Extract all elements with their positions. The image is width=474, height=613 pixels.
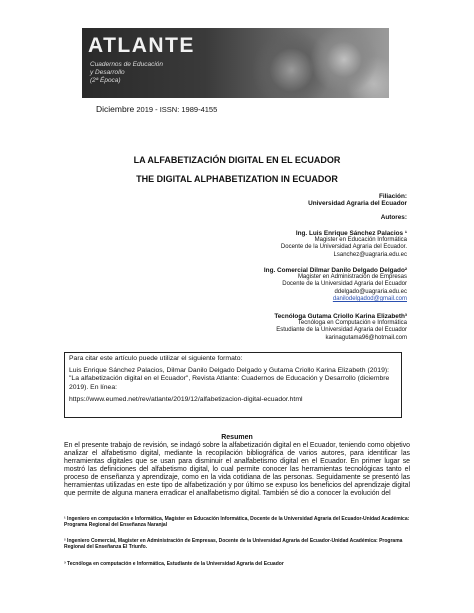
author-3: Tecnóloga Gutama Criollo Karina Elizabeth³ Tecnóloga en Computación e Informática Estudiante de la Universidad Agraria del Ecuador karinagutama96@hotmail.com [274, 313, 407, 341]
author-name: Ing. Comercial Dilmar Danilo Delgado Delgado² [263, 267, 407, 274]
paper-title-es: LA ALFABETIZACIÓN DIGITAL EN EL ECUADOR [133, 155, 341, 165]
authors-label: Autores: [380, 214, 407, 221]
journal-banner [82, 28, 389, 98]
footnote-3: ³ Tecnóloga en computación e Informática, Estudiante de la Universidad Agraria del Ecuador [64, 561, 284, 567]
journal-title: ATLANTE [88, 34, 195, 57]
affiliation-university: Universidad Agraria del Ecuador [308, 200, 407, 208]
banner-artwork [239, 28, 389, 98]
affiliation-label: Filiación: [378, 193, 407, 200]
footnote-2: ² Ingeniero Comercial, Magister en Administración de Empresas, Docente de la Universidad Agraria del Ecuador-Unidad Académica: Programa Regional del Enseñanza El Triunfo. [64, 538, 403, 550]
author-name: Tecnóloga Gutama Criollo Karina Elizabeth³ [274, 313, 407, 320]
author-email-link[interactable]: danilodelgadod@gmail.com [332, 295, 407, 302]
abstract-heading: Resumen [221, 434, 253, 441]
citation-intro: Para citar este artículo puede utilizar el siguiente formato: [69, 355, 243, 362]
citation-box [64, 352, 402, 418]
affiliation-block [308, 193, 407, 207]
abstract-text: En el presente trabajo de revisión, se indagó sobre la alfabetización digital en el Ecuador, teniendo como objetivo analizar el alfabetismo digital, mediante la recopilación bibliográfica de varios autores, para identificar las herramientas digitales que se usan para disminuir el analfabetismo digital en el Ecuador. En primer lugar se mostró las definiciones del alfabetismo digital, lo cual permite conocer las herramientas tecnológicas tanto el proceso de enseñanza y aprendizaje, como en la vida cotidiana de las personas. Seguidamente se presentó las herramientas utilizadas en este tipo de alfabetización y por último se expuso los beneficios del aprendizaje digital que permite de alguna manera erradicar el analfabetismo digital. También sé dio a conocer la evolución del [64, 442, 410, 497]
author-name: Ing. Luis Enrique Sánchez Palacios ¹ [295, 230, 407, 237]
author-1: Ing. Luis Enrique Sánchez Palacios ¹ Magister en Educación Informática Docente de la Universidad Agraria del Ecuador. Lsanchez@uagraria.edu.ec [280, 230, 407, 258]
paper-title-en: THE DIGITAL ALPHABETIZATION IN ECUADOR [136, 174, 338, 184]
citation-url[interactable]: https://www.eumed.net/rev/atlante/2019/12/alfabetizacion-digital-ecuador.html [69, 395, 303, 403]
issue-year-issn: 2019 - ISSN: 1989-4155 [136, 105, 218, 114]
author-2: Ing. Comercial Dilmar Danilo Delgado Delgado² Magister en Administración de Empresas Docente de la Universidad Agraria del Ecuador ddelgado@uagraria.edu.ec danilodelgadod@gmail.com [263, 267, 407, 302]
issue-line [96, 104, 217, 114]
journal-subtitle: Cuadernos de Educación y Desarrollo (2ª Época) [90, 61, 163, 84]
footnote-1: ¹ Ingeniero en computación e Informática, Magister en Educación Informática, Docente de la Universidad Agraria del Ecuador-Unidad Académica: Programa Regional del Enseñanza Naranjal [64, 516, 410, 528]
issue-month: Diciembre [96, 104, 135, 114]
citation-reference: Luis Enrique Sánchez Palacios, Dilmar Danilo Delgado Delgado y Gutama Criollo Karina Elizabeth (2019): "La alfabetización digital en el Ecuador", Revista Atlante: Cuadernos de Educación y Desarrollo (diciembre 2019). En línea: [69, 367, 390, 391]
